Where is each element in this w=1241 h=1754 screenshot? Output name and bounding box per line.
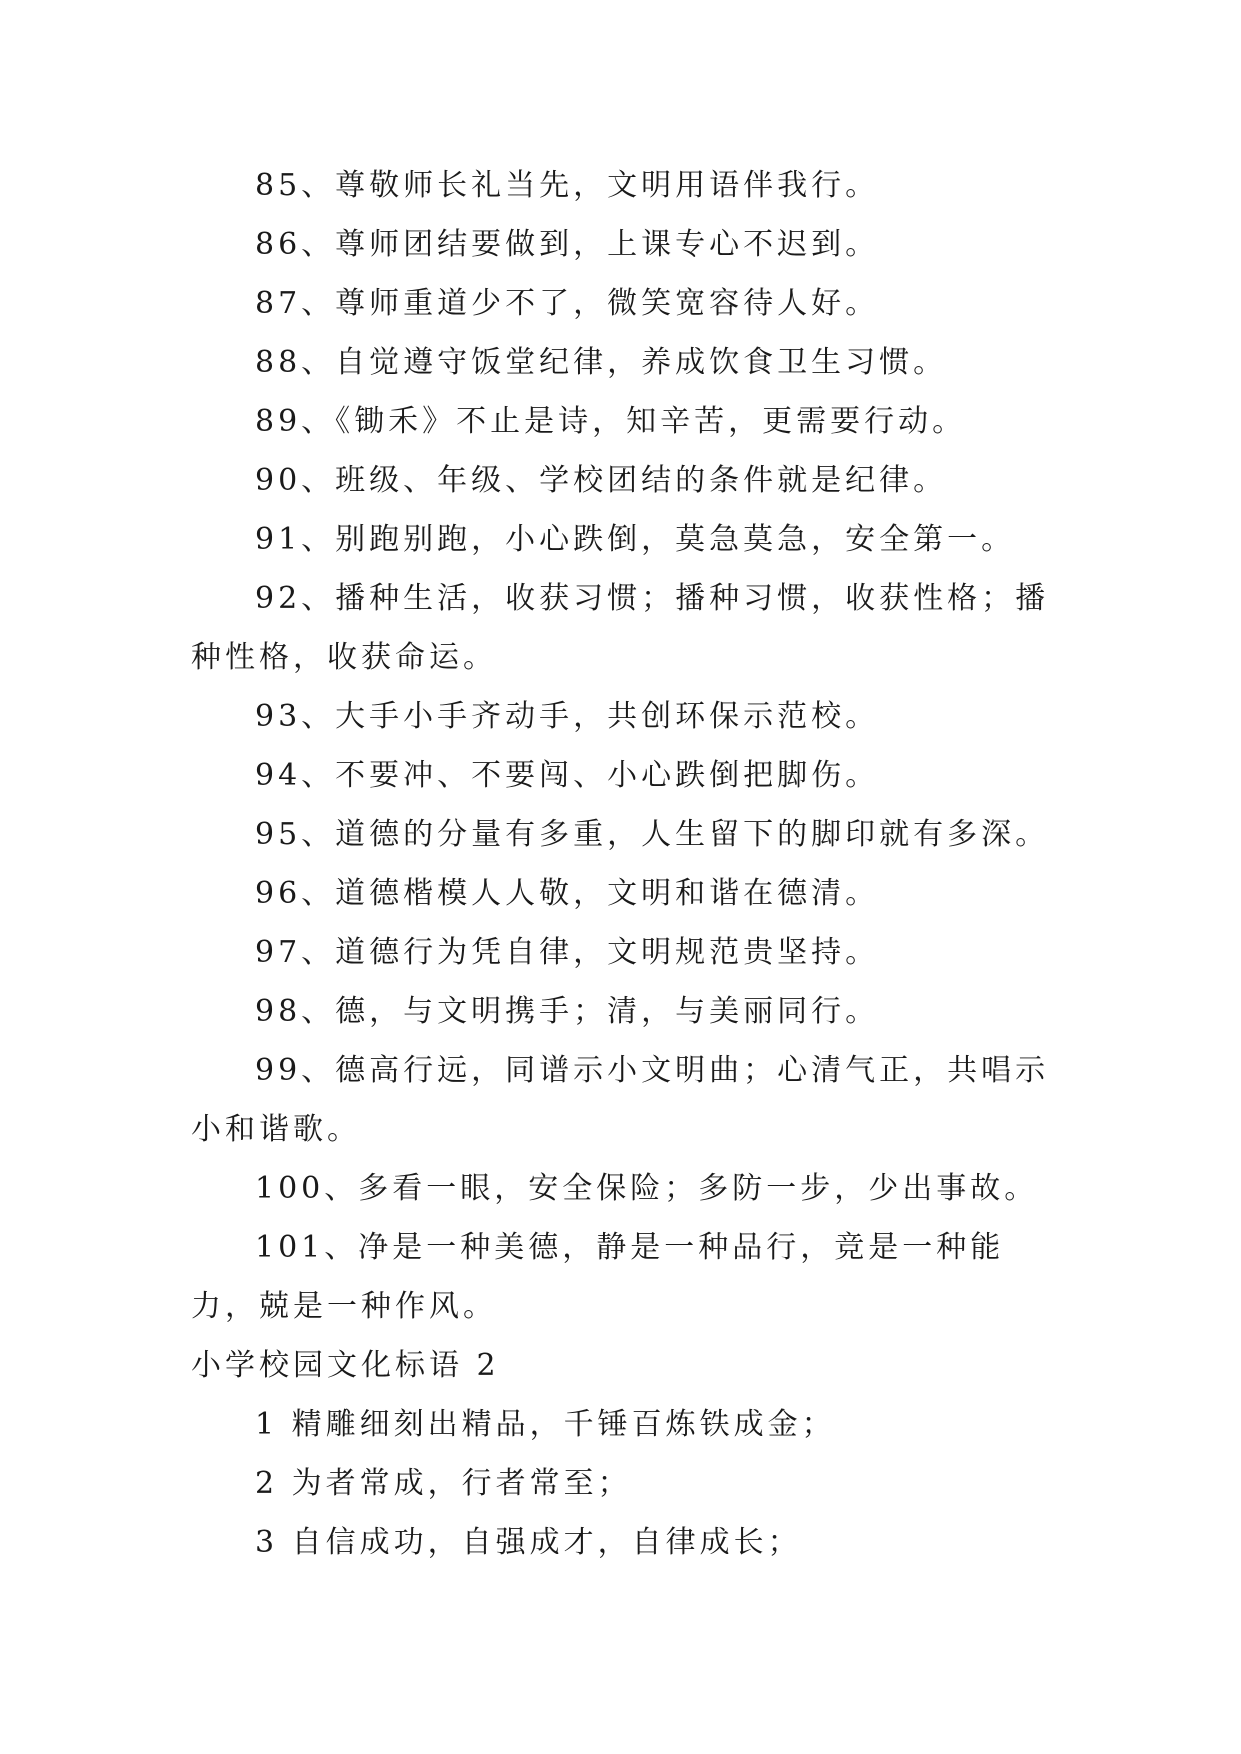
slogan-item-95: 95、道德的分量有多重，人生留下的脚印就有多深。 bbox=[255, 817, 1050, 852]
slogan-item-92: 92、播种生活，收获习惯；播种习惯，收获性格；播种性格，收获命运。 bbox=[191, 581, 1050, 675]
slogan-item-85: 85、尊敬师长礼当先，文明用语伴我行。 bbox=[255, 168, 880, 203]
slogan-item-101: 101、净是一种美德，静是一种品行，竞是一种能力，兢是一种作风。 bbox=[191, 1230, 1005, 1324]
slogan-item-89: 89、《锄禾》不止是诗，知辛苦，更需要行动。 bbox=[255, 404, 967, 439]
slogan-item-94: 94、不要冲、不要闯、小心跌倒把脚伤。 bbox=[255, 758, 880, 793]
slogan-item-98: 98、德，与文明携手；清，与美丽同行。 bbox=[255, 994, 880, 1029]
slogan-item-91: 91、别跑别跑，小心跌倒，莫急莫急，安全第一。 bbox=[255, 522, 1016, 557]
slogan-item-2-3: 3 自信成功，自强成才，自律成长； bbox=[255, 1525, 802, 1560]
section-heading: 小学校园文化标语 2 bbox=[191, 1348, 500, 1383]
slogan-item-86: 86、尊师团结要做到，上课专心不迟到。 bbox=[255, 227, 880, 262]
slogan-item-99: 99、德高行远，同谱示小文明曲；心清气正，共唱示小和谐歌。 bbox=[191, 1053, 1050, 1147]
slogan-item-2-1: 1 精雕细刻出精品，千锤百炼铁成金； bbox=[255, 1407, 836, 1442]
slogan-item-93: 93、大手小手齐动手，共创环保示范校。 bbox=[255, 699, 880, 734]
slogan-item-100: 100、多看一眼，安全保险；多防一步，少出事故。 bbox=[255, 1171, 1039, 1206]
slogan-item-87: 87、尊师重道少不了，微笑宽容待人好。 bbox=[255, 286, 880, 321]
slogan-item-90: 90、班级、年级、学校团结的条件就是纪律。 bbox=[255, 463, 948, 498]
document-body bbox=[191, 156, 1061, 1572]
slogan-item-2-2: 2 为者常成，行者常至； bbox=[255, 1466, 632, 1501]
slogan-item-96: 96、道德楷模人人敬，文明和谐在德清。 bbox=[255, 876, 880, 911]
slogan-item-97: 97、道德行为凭自律，文明规范贵坚持。 bbox=[255, 935, 880, 970]
slogan-item-88: 88、自觉遵守饭堂纪律，养成饮食卫生习惯。 bbox=[255, 345, 948, 380]
